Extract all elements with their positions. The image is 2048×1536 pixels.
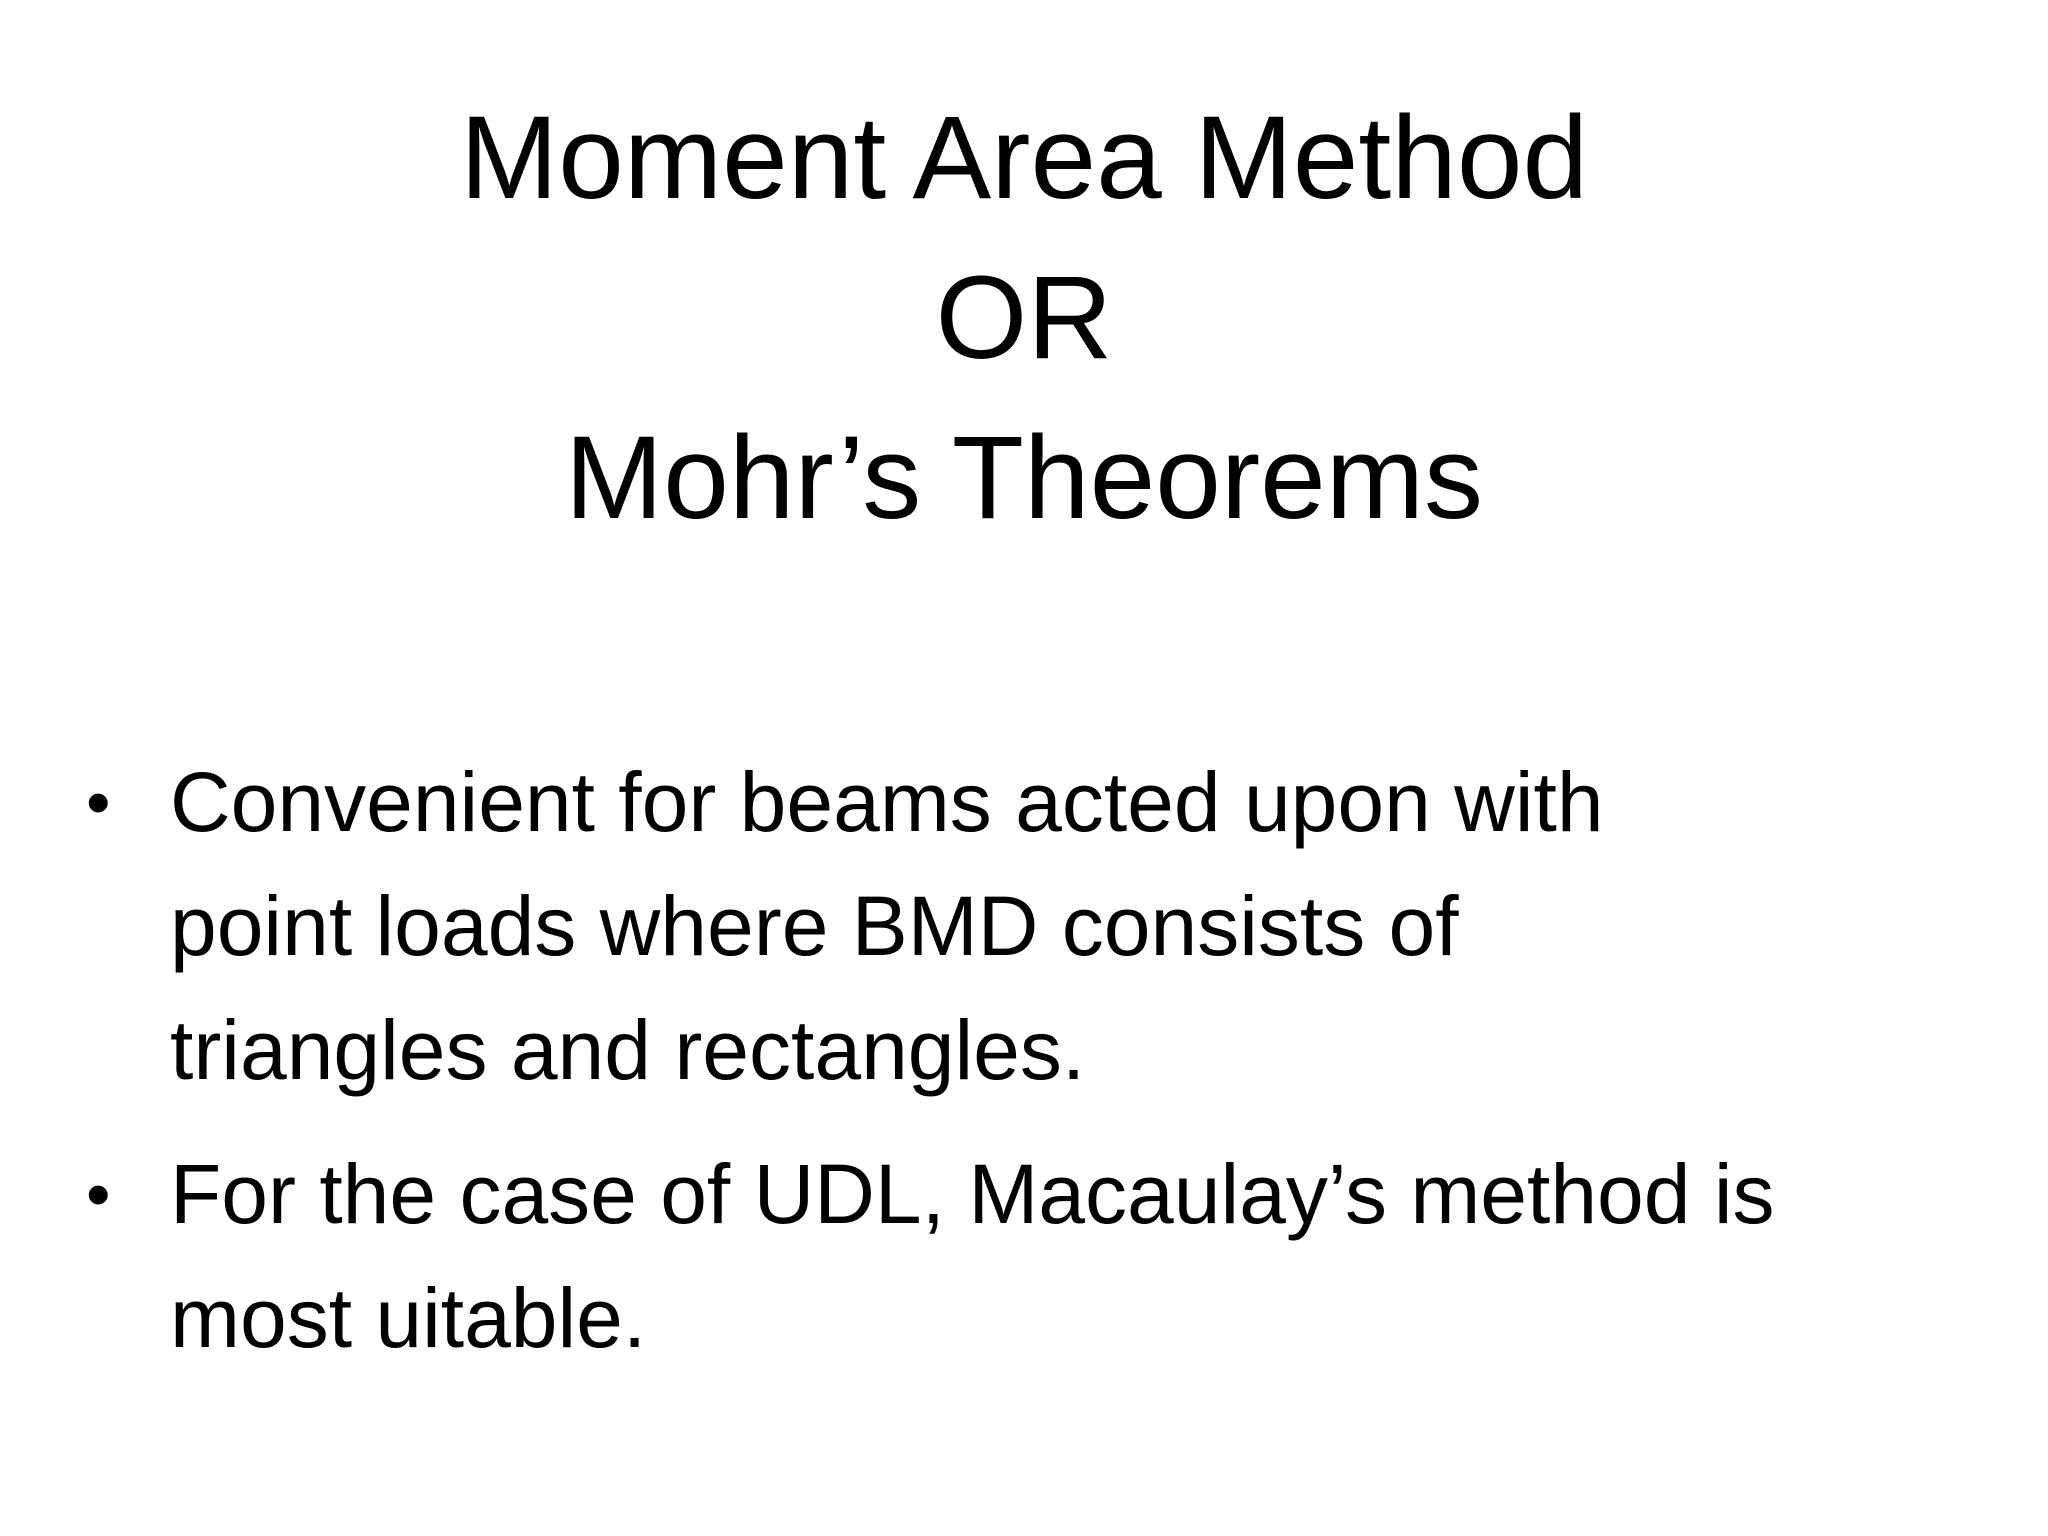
bullet-icon: • — [86, 763, 111, 841]
slide-title — [0, 78, 2048, 558]
title-line-1: Moment Area Method — [459, 92, 1589, 224]
bullet-1-line-3: triangles and rectangles. — [170, 1003, 1086, 1097]
bullet-item-1 — [80, 740, 2000, 1112]
bullet-2-line-1: For the case of UDL, Macaulay’s method is — [170, 1147, 1775, 1241]
bullet-1-line-2: point loads where BMD consists of — [170, 879, 1459, 973]
bullet-2-line-2: most uitable. — [170, 1271, 647, 1365]
bullet-item-2 — [80, 1132, 2000, 1380]
bullet-icon: • — [86, 1155, 111, 1233]
title-line-2: OR — [935, 252, 1113, 384]
title-line-3: Mohr’s Theorems — [564, 412, 1484, 544]
bullet-list — [80, 740, 2000, 1400]
bullet-1-line-1: Convenient for beams acted upon with — [170, 755, 1604, 849]
